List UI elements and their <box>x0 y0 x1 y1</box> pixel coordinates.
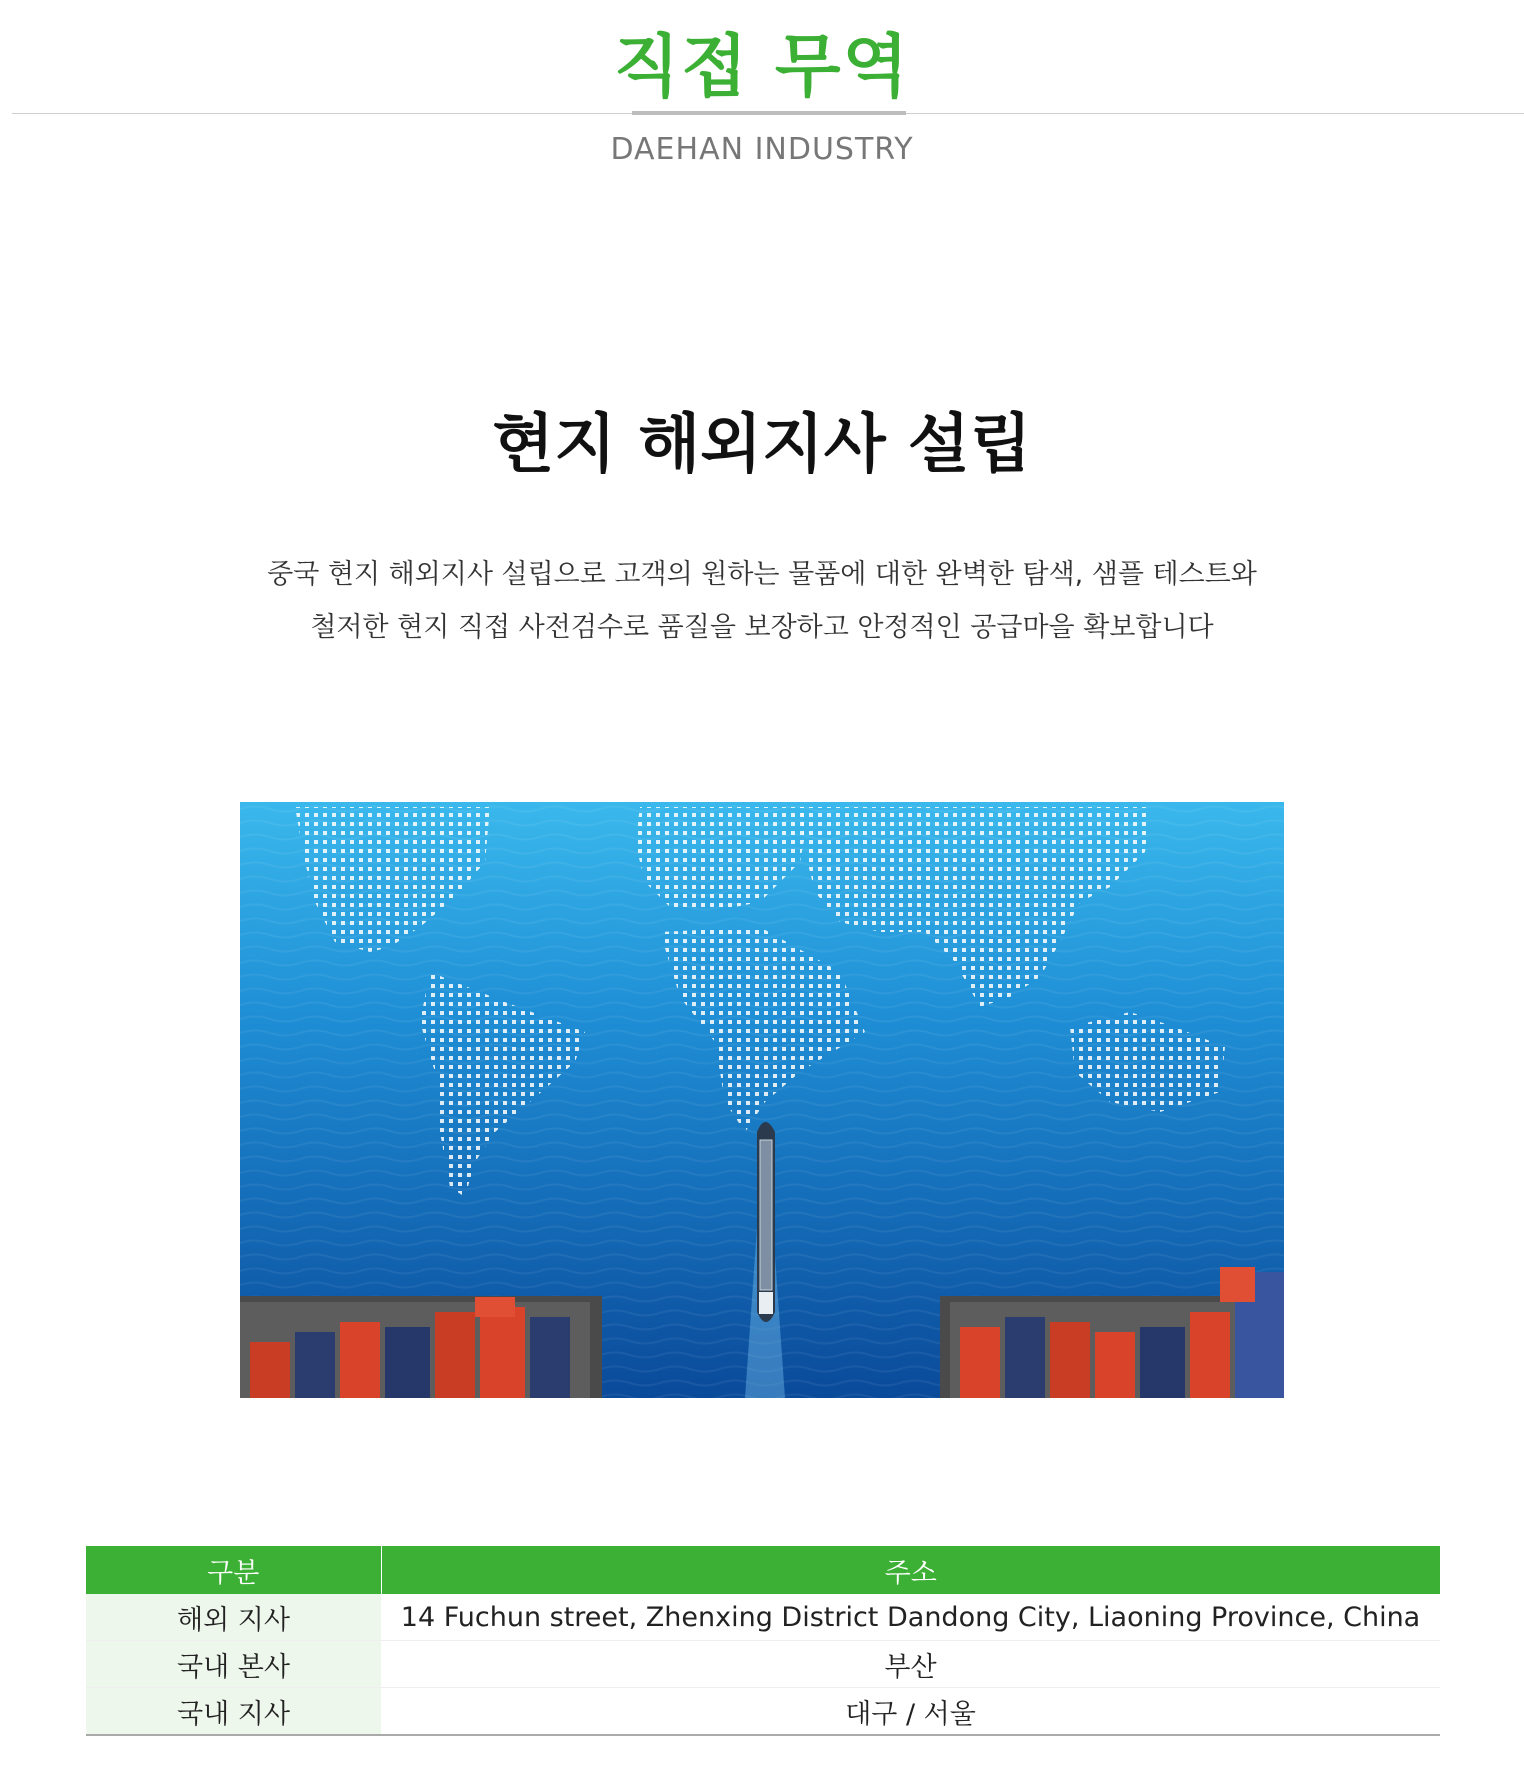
row-address: 대구 / 서울 <box>381 1688 1440 1736</box>
header-address: 주소 <box>381 1546 1440 1594</box>
company-name: DAEHAN INDUSTRY <box>610 132 914 167</box>
table-header-row <box>86 1546 1440 1594</box>
page-title: 직접 무역 <box>613 28 911 107</box>
branch-address-table <box>86 1546 1440 1736</box>
page-header <box>0 0 1524 200</box>
hero-image-ocean-ship-world-map <box>240 802 1284 1398</box>
header-category: 구분 <box>86 1546 381 1594</box>
section-title: 현지 해외지사 설립 <box>492 408 1032 482</box>
row-category: 국내 지사 <box>86 1688 381 1736</box>
hero-illustration <box>240 802 1284 1398</box>
table-row <box>86 1688 1440 1736</box>
table-row <box>86 1641 1440 1688</box>
description-line-2: 철저한 현지 직접 사전검수로 품질을 보장하고 안정적인 공급마을 확보합니다 <box>310 612 1214 643</box>
row-category: 국내 본사 <box>86 1641 381 1688</box>
left-container-port <box>240 1296 602 1398</box>
row-address: 14 Fuchun street, Zhenxing District Dandong City, Liaoning Province, China <box>381 1594 1440 1641</box>
section-description <box>0 548 1524 654</box>
row-address: 부산 <box>381 1641 1440 1688</box>
title-underline <box>632 111 906 115</box>
cargo-ship <box>757 1122 775 1322</box>
description-line-1: 중국 현지 해외지사 설립으로 고객의 원하는 물품에 대한 완벽한 탐색, 샘플 테스트와 <box>267 559 1257 590</box>
row-category: 해외 지사 <box>86 1594 381 1641</box>
table-row <box>86 1594 1440 1641</box>
